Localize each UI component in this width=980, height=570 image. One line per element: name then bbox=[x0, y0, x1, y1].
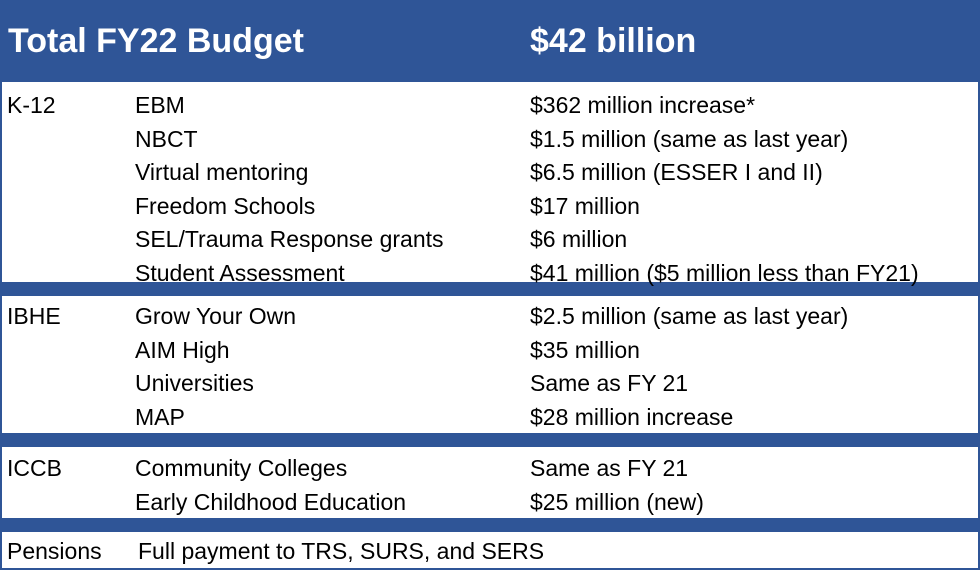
row-item: AIM High bbox=[135, 336, 230, 363]
row-item: Grow Your Own bbox=[135, 303, 297, 329]
section-ibhe bbox=[2, 296, 978, 433]
table-row bbox=[2, 189, 978, 223]
section-label: K-12 bbox=[7, 92, 56, 118]
row-amount: $17 million bbox=[530, 192, 640, 219]
row-item: Virtual mentoring bbox=[135, 159, 309, 186]
table-row bbox=[2, 299, 978, 333]
table-row bbox=[2, 88, 978, 122]
table-row bbox=[2, 485, 978, 519]
row-item: Full payment to TRS, SURS, and SERS bbox=[138, 538, 545, 564]
row-item: Community Colleges bbox=[135, 455, 348, 481]
section-divider bbox=[2, 518, 978, 532]
row-amount: $2.5 million (same as last year) bbox=[530, 303, 849, 329]
row-item: SEL/Trauma Response grants bbox=[135, 226, 444, 253]
table-row bbox=[2, 222, 978, 256]
row-amount: Same as FY 21 bbox=[530, 370, 689, 397]
header-title: Total FY22 Budget bbox=[8, 22, 304, 60]
row-amount: $35 million bbox=[530, 336, 640, 363]
row-item: EBM bbox=[135, 92, 185, 118]
row-amount: $6.5 million (ESSER I and II) bbox=[530, 159, 823, 186]
header-total: $42 billion bbox=[530, 22, 697, 60]
table-row bbox=[2, 155, 978, 189]
row-amount: Same as FY 21 bbox=[530, 455, 689, 481]
row-item: MAP bbox=[135, 403, 185, 430]
row-amount: $25 million (new) bbox=[530, 488, 704, 515]
row-amount: $6 million bbox=[530, 226, 628, 253]
row-amount: $28 million increase bbox=[530, 403, 734, 430]
table-row bbox=[2, 400, 978, 434]
row-item: Universities bbox=[135, 370, 254, 397]
row-item: NBCT bbox=[135, 125, 198, 152]
section-divider bbox=[2, 433, 978, 447]
table-row bbox=[2, 122, 978, 156]
table-header bbox=[2, 0, 978, 82]
row-item: Student Assessment bbox=[135, 259, 345, 286]
row-amount: $41 million ($5 million less than FY21) bbox=[530, 259, 919, 286]
section-label: Pensions bbox=[7, 538, 102, 564]
section-pensions bbox=[2, 532, 978, 568]
row-amount: $362 million increase* bbox=[530, 92, 756, 118]
section-label: IBHE bbox=[7, 303, 61, 329]
section-label: ICCB bbox=[7, 455, 62, 481]
table-row bbox=[2, 256, 978, 290]
table-row bbox=[2, 366, 978, 400]
table-row bbox=[2, 333, 978, 367]
section-k12 bbox=[2, 82, 978, 286]
table-row bbox=[2, 534, 978, 568]
row-item: Freedom Schools bbox=[135, 192, 316, 219]
row-amount: $1.5 million (same as last year) bbox=[530, 125, 849, 152]
table-row bbox=[2, 451, 978, 485]
section-iccb bbox=[2, 447, 978, 518]
row-item: Early Childhood Education bbox=[135, 488, 407, 515]
